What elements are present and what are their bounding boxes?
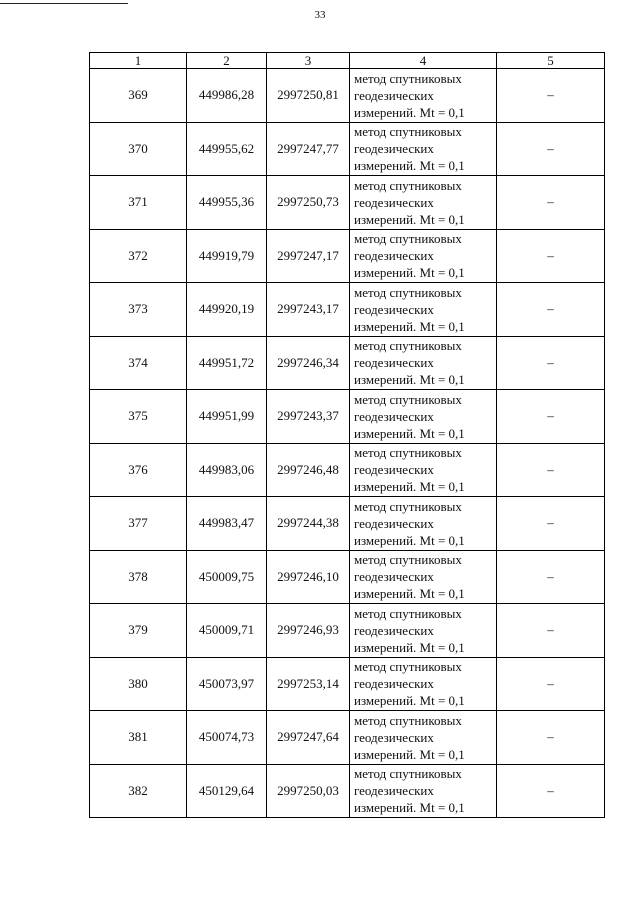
table-row bbox=[90, 122, 605, 176]
point-number-cell: 371 bbox=[90, 176, 187, 230]
method-line: геодезических bbox=[354, 462, 434, 478]
method-line: геодезических bbox=[354, 141, 434, 157]
column-5-cell: – bbox=[497, 443, 605, 497]
method-line: геодезических bbox=[354, 87, 434, 103]
method-line: измерений. Mt = 0,1 bbox=[354, 800, 465, 816]
x-coordinate-cell: 449955,62 bbox=[187, 122, 267, 176]
method-line: метод спутниковых bbox=[354, 338, 462, 354]
header-col-4: 4 bbox=[350, 53, 497, 69]
point-number-cell: 369 bbox=[90, 69, 187, 123]
column-5-cell: – bbox=[497, 283, 605, 337]
method-cell bbox=[350, 443, 497, 497]
table-row bbox=[90, 390, 605, 444]
table-header-row bbox=[90, 53, 605, 69]
column-5-cell: – bbox=[497, 122, 605, 176]
point-number-cell: 378 bbox=[90, 550, 187, 604]
method-line: метод спутниковых bbox=[354, 177, 462, 193]
method-line: метод спутниковых bbox=[354, 605, 462, 621]
top-left-rule bbox=[0, 3, 128, 4]
coordinates-table bbox=[89, 52, 605, 818]
column-5-cell: – bbox=[497, 604, 605, 658]
x-coordinate-cell: 449983,47 bbox=[187, 497, 267, 551]
table-row bbox=[90, 657, 605, 711]
y-coordinate-cell: 2997247,17 bbox=[267, 229, 350, 283]
method-line: измерений. Mt = 0,1 bbox=[354, 104, 465, 120]
method-line: измерений. Mt = 0,1 bbox=[354, 746, 465, 762]
method-line: метод спутниковых bbox=[354, 124, 462, 140]
method-line: геодезических bbox=[354, 676, 434, 692]
x-coordinate-cell: 449983,06 bbox=[187, 443, 267, 497]
x-coordinate-cell: 449920,19 bbox=[187, 283, 267, 337]
column-5-cell: – bbox=[497, 176, 605, 230]
table-row bbox=[90, 764, 605, 818]
header-col-3: 3 bbox=[267, 53, 350, 69]
point-number-cell: 373 bbox=[90, 283, 187, 337]
method-line: измерений. Mt = 0,1 bbox=[354, 532, 465, 548]
method-line: измерений. Mt = 0,1 bbox=[354, 265, 465, 281]
y-coordinate-cell: 2997243,17 bbox=[267, 283, 350, 337]
point-number-cell: 374 bbox=[90, 336, 187, 390]
y-coordinate-cell: 2997246,34 bbox=[267, 336, 350, 390]
x-coordinate-cell: 450009,75 bbox=[187, 550, 267, 604]
x-coordinate-cell: 450129,64 bbox=[187, 764, 267, 818]
method-line: измерений. Mt = 0,1 bbox=[354, 372, 465, 388]
x-coordinate-cell: 449955,36 bbox=[187, 176, 267, 230]
method-line: измерений. Mt = 0,1 bbox=[354, 425, 465, 441]
point-number-cell: 379 bbox=[90, 604, 187, 658]
y-coordinate-cell: 2997246,48 bbox=[267, 443, 350, 497]
column-5-cell: – bbox=[497, 497, 605, 551]
method-line: измерений. Mt = 0,1 bbox=[354, 211, 465, 227]
point-number-cell: 382 bbox=[90, 764, 187, 818]
column-5-cell: – bbox=[497, 764, 605, 818]
page-number: 33 bbox=[314, 9, 326, 21]
method-line: метод спутниковых bbox=[354, 659, 462, 675]
method-line: измерений. Mt = 0,1 bbox=[354, 693, 465, 709]
table-row bbox=[90, 443, 605, 497]
table-row bbox=[90, 69, 605, 123]
x-coordinate-cell: 450074,73 bbox=[187, 711, 267, 765]
point-number-cell: 377 bbox=[90, 497, 187, 551]
method-line: измерений. Mt = 0,1 bbox=[354, 158, 465, 174]
method-cell bbox=[350, 390, 497, 444]
table-row bbox=[90, 550, 605, 604]
x-coordinate-cell: 449951,72 bbox=[187, 336, 267, 390]
x-coordinate-cell: 449919,79 bbox=[187, 229, 267, 283]
header-col-2: 2 bbox=[187, 53, 267, 69]
y-coordinate-cell: 2997243,37 bbox=[267, 390, 350, 444]
column-5-cell: – bbox=[497, 550, 605, 604]
point-number-cell: 370 bbox=[90, 122, 187, 176]
y-coordinate-cell: 2997247,77 bbox=[267, 122, 350, 176]
method-line: геодезических bbox=[354, 622, 434, 638]
method-cell bbox=[350, 764, 497, 818]
method-line: метод спутниковых bbox=[354, 766, 462, 782]
method-line: метод спутниковых bbox=[354, 231, 462, 247]
y-coordinate-cell: 2997250,81 bbox=[267, 69, 350, 123]
column-5-cell: – bbox=[497, 229, 605, 283]
method-line: геодезических bbox=[354, 569, 434, 585]
method-line: геодезических bbox=[354, 408, 434, 424]
header-col-1: 1 bbox=[90, 53, 187, 69]
method-cell bbox=[350, 69, 497, 123]
y-coordinate-cell: 2997250,73 bbox=[267, 176, 350, 230]
method-cell bbox=[350, 711, 497, 765]
method-cell bbox=[350, 657, 497, 711]
table-row bbox=[90, 176, 605, 230]
header-col-5: 5 bbox=[497, 53, 605, 69]
y-coordinate-cell: 2997246,93 bbox=[267, 604, 350, 658]
method-line: измерений. Mt = 0,1 bbox=[354, 586, 465, 602]
method-line: метод спутниковых bbox=[354, 498, 462, 514]
method-cell bbox=[350, 604, 497, 658]
x-coordinate-cell: 450073,97 bbox=[187, 657, 267, 711]
method-line: геодезических bbox=[354, 515, 434, 531]
method-line: геодезических bbox=[354, 729, 434, 745]
table-row bbox=[90, 711, 605, 765]
point-number-cell: 381 bbox=[90, 711, 187, 765]
method-cell bbox=[350, 336, 497, 390]
method-line: геодезических bbox=[354, 194, 434, 210]
y-coordinate-cell: 2997247,64 bbox=[267, 711, 350, 765]
method-line: измерений. Mt = 0,1 bbox=[354, 318, 465, 334]
column-5-cell: – bbox=[497, 336, 605, 390]
y-coordinate-cell: 2997246,10 bbox=[267, 550, 350, 604]
method-cell bbox=[350, 283, 497, 337]
point-number-cell: 376 bbox=[90, 443, 187, 497]
method-line: метод спутниковых bbox=[354, 391, 462, 407]
method-cell bbox=[350, 229, 497, 283]
method-line: метод спутниковых bbox=[354, 284, 462, 300]
method-cell bbox=[350, 497, 497, 551]
table-row bbox=[90, 283, 605, 337]
method-line: геодезических bbox=[354, 783, 434, 799]
method-line: геодезических bbox=[354, 301, 434, 317]
point-number-cell: 380 bbox=[90, 657, 187, 711]
x-coordinate-cell: 449986,28 bbox=[187, 69, 267, 123]
method-line: метод спутниковых bbox=[354, 70, 462, 86]
y-coordinate-cell: 2997244,38 bbox=[267, 497, 350, 551]
method-line: метод спутниковых bbox=[354, 712, 462, 728]
x-coordinate-cell: 450009,71 bbox=[187, 604, 267, 658]
column-5-cell: – bbox=[497, 657, 605, 711]
method-line: метод спутниковых bbox=[354, 552, 462, 568]
method-cell bbox=[350, 122, 497, 176]
table-row bbox=[90, 229, 605, 283]
table-row bbox=[90, 497, 605, 551]
table-row bbox=[90, 604, 605, 658]
method-line: геодезических bbox=[354, 248, 434, 264]
column-5-cell: – bbox=[497, 711, 605, 765]
x-coordinate-cell: 449951,99 bbox=[187, 390, 267, 444]
method-line: измерений. Mt = 0,1 bbox=[354, 479, 465, 495]
point-number-cell: 375 bbox=[90, 390, 187, 444]
point-number-cell: 372 bbox=[90, 229, 187, 283]
method-cell bbox=[350, 176, 497, 230]
y-coordinate-cell: 2997253,14 bbox=[267, 657, 350, 711]
method-cell bbox=[350, 550, 497, 604]
column-5-cell: – bbox=[497, 69, 605, 123]
column-5-cell: – bbox=[497, 390, 605, 444]
table-row bbox=[90, 336, 605, 390]
method-line: метод спутниковых bbox=[354, 445, 462, 461]
method-line: геодезических bbox=[354, 355, 434, 371]
method-line: измерений. Mt = 0,1 bbox=[354, 639, 465, 655]
y-coordinate-cell: 2997250,03 bbox=[267, 764, 350, 818]
